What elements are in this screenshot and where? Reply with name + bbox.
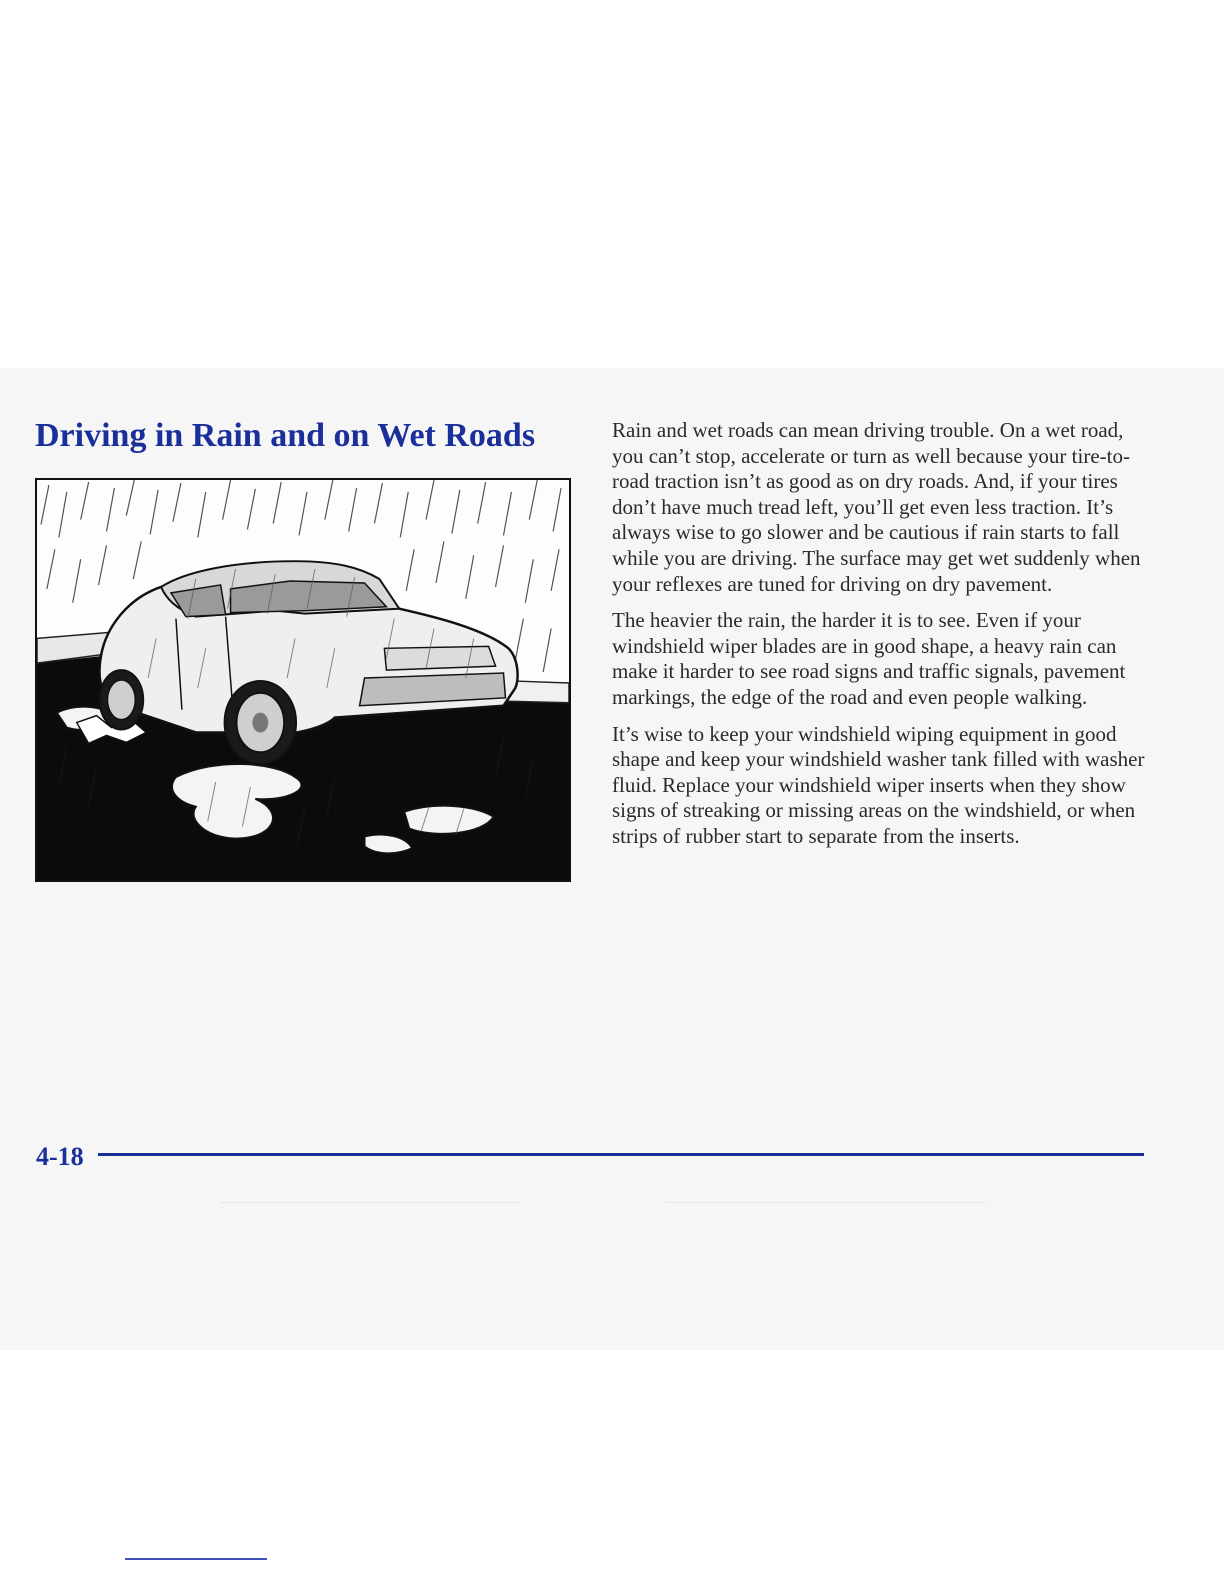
page-title: Driving in Rain and on Wet Roads (35, 417, 536, 454)
page-number: 4-18 (36, 1142, 84, 1171)
paragraph-2: The heavier the rain, the harder it is to see. Even if your windshield wiper blades are in good shape, a heavy rain can make it harder to see road signs and traffic signals, pavement markings, the edge of the road and even people walking. (612, 608, 1126, 709)
faint-divider-right (665, 1202, 985, 1203)
footer-rule (98, 1153, 1144, 1156)
car-in-rain-illustration (35, 478, 571, 882)
car-in-rain-icon (37, 480, 569, 880)
paragraph-3: It’s wise to keep your windshield wiping equipment in good shape and keep your windshield washer tank filled with washer fluid. Replace your windshield wiper inserts when they show signs of streaking or missing areas on the windshield, or when strips of rubber start to separate from the inserts. (612, 721, 1145, 848)
faint-divider-left (220, 1202, 520, 1203)
paragraph-1: Rain and wet roads can mean driving trouble. On a wet road, you can’t stop, accelerate or turn as well because your tire-to-road traction isn’t as good as on dry roads. And, if your tires don’t have much tread left, you’ll get even less traction. It’s always wise to go slower and be cautious if rain starts to fall while you are driving. The surface may get wet suddenly when your reflexes are tuned for driving on dry pavement. (612, 418, 1141, 596)
body-text (612, 418, 1152, 861)
bottom-link-underline[interactable] (125, 1558, 267, 1560)
